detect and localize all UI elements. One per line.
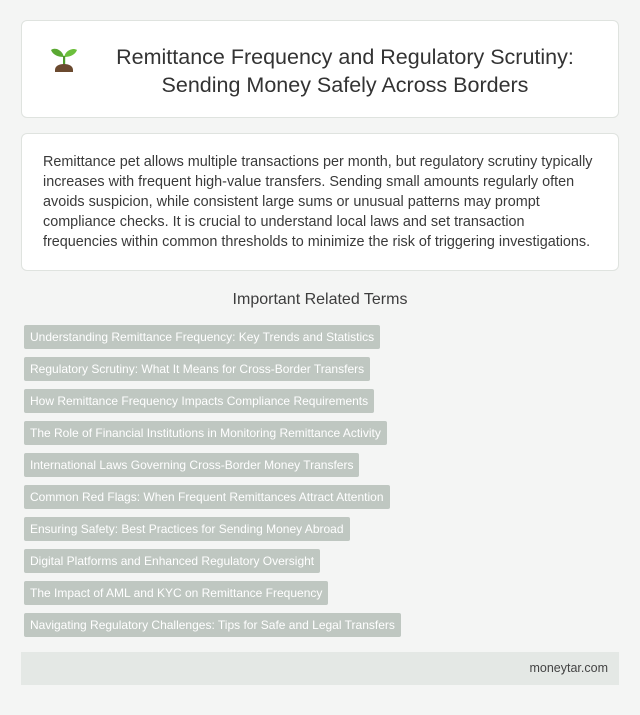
summary-text: Remittance pet allows multiple transactions per month, but regulatory scrutiny typically increases with frequent high-value transfers. Sending small amounts regularly often avoids suspicion, while consistent large sums or unusual patterns may prompt compliance checks. It is crucial to understand local laws and set transaction frequencies within common thresholds to minimize the risk of triggering investigations. [43, 154, 593, 250]
related-term-tag[interactable]: International Laws Governing Cross-Border Money Transfers [24, 453, 359, 477]
related-term-tag[interactable]: Ensuring Safety: Best Practices for Sending Money Abroad [24, 517, 350, 541]
title-line-2: Sending Money Safely Across Borders [161, 73, 529, 97]
footer-bar [21, 652, 619, 685]
seedling-icon [49, 45, 79, 79]
related-terms-heading: Important Related Terms [232, 291, 408, 308]
related-terms-list [24, 325, 401, 637]
related-term-tag[interactable]: Understanding Remittance Frequency: Key Trends and Statistics [24, 325, 380, 349]
related-term-tag[interactable]: Digital Platforms and Enhanced Regulatory Oversight [24, 549, 320, 573]
related-term-tag[interactable]: Regulatory Scrutiny: What It Means for Cross-Border Transfers [24, 357, 370, 381]
title-line-1: Remittance Frequency and Regulatory Scrutiny: [116, 45, 574, 69]
header-card [21, 20, 619, 118]
footer-site-link[interactable]: moneytar.com [529, 661, 608, 675]
related-term-tag[interactable]: The Impact of AML and KYC on Remittance Frequency [24, 581, 328, 605]
related-term-tag[interactable]: Navigating Regulatory Challenges: Tips for Safe and Legal Transfers [24, 613, 401, 637]
page-title [82, 43, 608, 99]
related-term-tag[interactable]: How Remittance Frequency Impacts Compliance Requirements [24, 389, 374, 413]
related-term-tag[interactable]: The Role of Financial Institutions in Monitoring Remittance Activity [24, 421, 387, 445]
summary-card [21, 133, 619, 271]
related-term-tag[interactable]: Common Red Flags: When Frequent Remittances Attract Attention [24, 485, 390, 509]
